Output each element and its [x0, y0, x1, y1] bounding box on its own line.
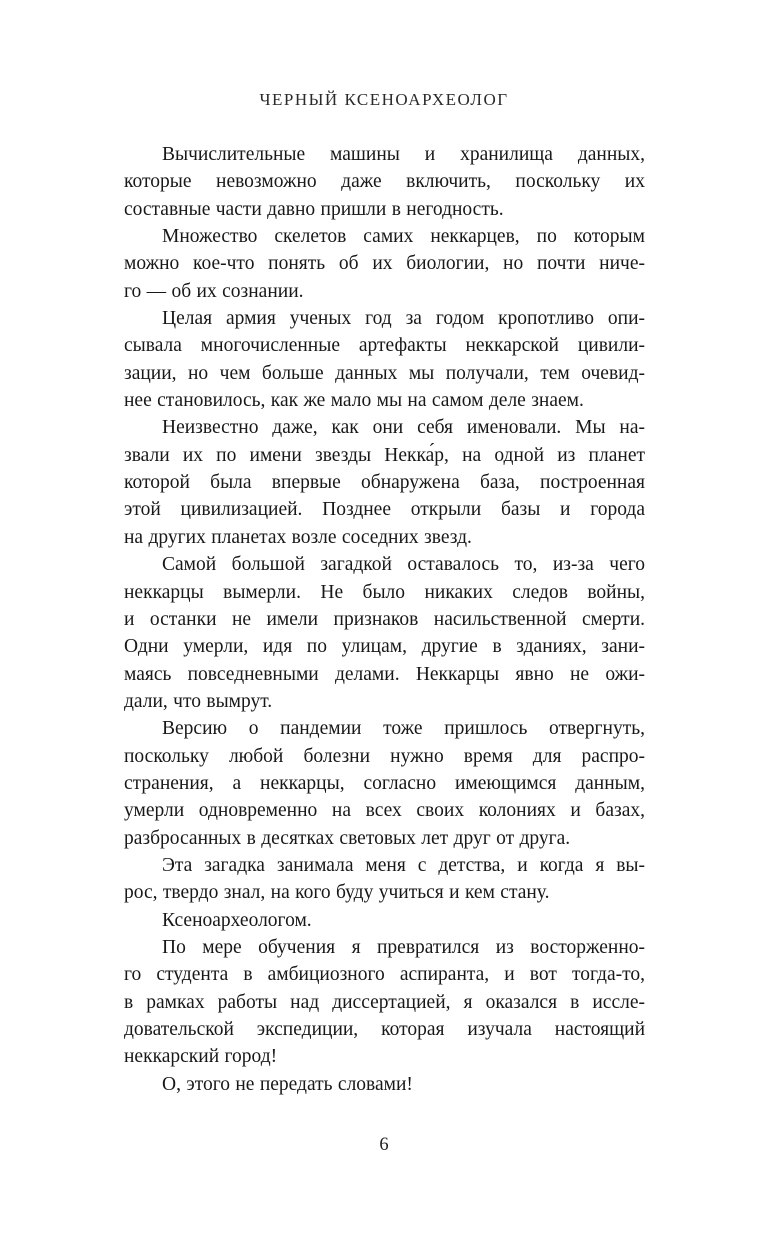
running-head: ЧЕРНЫЙ КСЕНОАРХЕОЛОГ — [259, 90, 509, 109]
text-line: неккарский город! — [124, 1046, 278, 1068]
text-line: Множество скелетов самих неккарцев, по которым — [162, 226, 645, 248]
text-line: составные части давно пришли в негодность. — [124, 198, 504, 220]
text-line: которые невозможно даже включить, поскольку их — [124, 171, 645, 193]
text-line: Неизвестно даже, как они себя именовали. Мы на- — [162, 417, 645, 439]
paragraph — [124, 852, 645, 907]
text-line: Ксеноархеологом. — [162, 909, 312, 931]
text-line: О, этого не передать словами! — [162, 1073, 413, 1095]
text-line: Одни умерли, идя по улицам, другие в зданиях, зани- — [124, 636, 645, 658]
paragraph — [124, 141, 645, 223]
text-line: можно кое-что понять об их биологии, но почти ниче- — [124, 253, 645, 275]
page-number: 6 — [379, 1135, 389, 1155]
text-line: на других планетах возле соседних звезд. — [124, 526, 472, 548]
text-line: странения, а неккарцы, согласно имеющимся данным, — [124, 772, 645, 794]
text-line: По мере обучения я превратился из восторженно- — [162, 936, 645, 958]
paragraph — [124, 223, 645, 305]
text-line: Вычислительные машины и хранилища данных, — [162, 144, 645, 165]
paragraph — [124, 414, 645, 551]
paragraph — [124, 305, 645, 414]
text-line: рос, твердо знал, на кого буду учиться и кем стану. — [124, 882, 550, 904]
paragraph — [124, 715, 645, 852]
paragraph — [124, 551, 645, 715]
text-line: Целая армия ученых год за годом кропотливо опи- — [162, 308, 645, 330]
text-line: Самой большой загадкой оставалось то, из-за чего — [162, 554, 645, 576]
paragraph — [124, 934, 645, 1071]
text-line: поскольку любой болезни нужно время для распро- — [124, 745, 645, 767]
text-line: в рамках работы над диссертацией, я оказался в иссле- — [124, 991, 645, 1013]
text-line: этой цивилизацией. Позднее открыли базы и города — [124, 499, 645, 521]
text-line: зации, но чем больше данных мы получали, тем очевид- — [124, 362, 645, 384]
text-line: звали их по имени звезды Некка́р, на одной из планет — [124, 444, 645, 466]
text-block — [124, 141, 645, 1098]
text-line: разбросанных в десятках световых лет друг от друга. — [124, 827, 571, 849]
text-line: сывала многочисленные артефакты неккарской цивили- — [124, 335, 645, 357]
text-line: неккарцы вымерли. Не было никаких следов войны, — [124, 581, 645, 603]
text-line: умерли одновременно на всех своих колониях и базах, — [124, 800, 645, 822]
text-line: Версию о пандемии тоже пришлось отвергнуть, — [162, 718, 645, 740]
text-line: Эта загадка занимала меня с детства, и когда я вы- — [162, 854, 645, 876]
text-line: довательской экспедиции, которая изучала настоящий — [124, 1019, 645, 1040]
paragraph — [124, 1071, 645, 1098]
text-line: нее становилось, как же мало мы на самом деле знаем. — [124, 390, 584, 412]
text-line: которой была впервые обнаружена база, построенная — [124, 472, 645, 494]
text-line: го студента в амбициозного аспиранта, и вот тогда-то, — [124, 964, 645, 986]
text-line: маясь повседневными делами. Неккарцы явно не ожи- — [124, 663, 645, 685]
text-line: го — об их сознании. — [124, 280, 304, 302]
paragraph — [124, 907, 645, 934]
text-line: дали, что вымрут. — [124, 690, 273, 712]
text-line: и останки не имели признаков насильственной смерти. — [124, 608, 645, 630]
